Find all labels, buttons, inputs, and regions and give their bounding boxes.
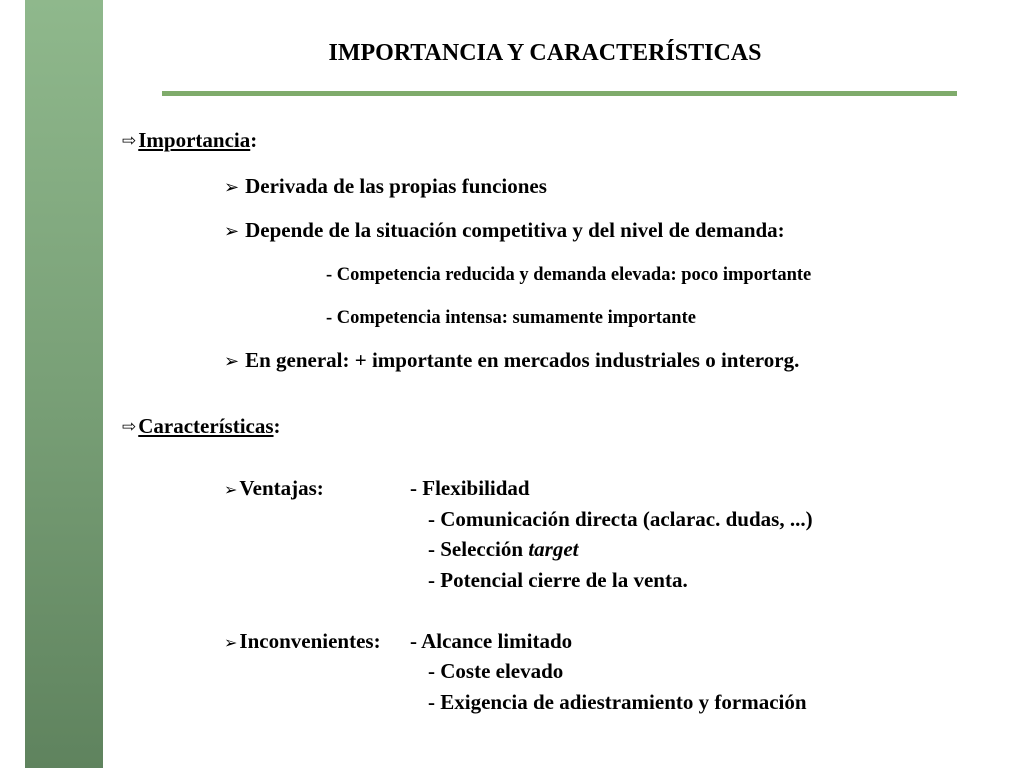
importancia-bullet-3 <box>224 350 799 371</box>
importancia-subitem-1: - Competencia reducida y demanda elevada: poco importante <box>326 265 812 285</box>
ventajas-label <box>224 478 410 499</box>
section-label: Importancia <box>138 128 251 152</box>
section-importancia-heading <box>122 130 257 151</box>
arrowhead-bullet-icon: ➢ <box>224 221 240 242</box>
ventaja-item-italic: target <box>528 537 579 561</box>
section-suffix: : <box>273 414 281 438</box>
inconvenientes-row-1 <box>224 631 572 652</box>
ventaja-item: - Comunicación directa (aclarac. dudas, ...) <box>428 507 813 531</box>
title-underline <box>162 91 957 96</box>
bullet-text: Depende de la situación competitiva y del nivel de demanda: <box>245 218 785 242</box>
arrowhead-bullet-icon: ➢ <box>224 177 240 198</box>
decorative-sidebar <box>25 0 103 768</box>
importancia-subitem-2: - Competencia intensa: sumamente importante <box>326 308 696 328</box>
inconveniente-item: - Alcance limitado <box>410 629 573 653</box>
inconvenientes-label-text: Inconvenientes: <box>239 629 381 653</box>
section-suffix: : <box>250 128 258 152</box>
importancia-bullet-1 <box>224 176 547 197</box>
inconveniente-item: - Exigencia de adiestramiento y formación <box>428 690 807 714</box>
inconvenientes-label <box>224 631 410 652</box>
arrow-right-icon: ⇨ <box>122 131 137 151</box>
ventaja-item: - Flexibilidad <box>410 476 530 500</box>
section-label: Características <box>138 414 274 438</box>
bullet-text: Derivada de las propias funciones <box>245 174 547 198</box>
bullet-text: En general: + importante en mercados industriales o interorg. <box>245 348 800 372</box>
ventaja-item-text: - Selección <box>428 537 529 561</box>
arrowhead-bullet-icon: ➢ <box>224 351 240 372</box>
ventajas-row-1 <box>224 478 530 499</box>
importancia-bullet-2 <box>224 220 785 241</box>
inconveniente-item: - Coste elevado <box>428 659 564 683</box>
arrowhead-bullet-icon: ➢ <box>224 480 238 499</box>
section-caracteristicas-heading <box>122 416 281 437</box>
ventaja-item: - Potencial cierre de la venta. <box>428 568 688 592</box>
ventaja-item-seleccion <box>428 539 578 560</box>
arrowhead-bullet-icon: ➢ <box>224 633 238 652</box>
ventajas-label-text: Ventajas: <box>239 476 324 500</box>
arrow-right-icon: ⇨ <box>122 417 137 437</box>
slide-title: IMPORTANCIA Y CARACTERÍSTICAS <box>328 40 762 66</box>
